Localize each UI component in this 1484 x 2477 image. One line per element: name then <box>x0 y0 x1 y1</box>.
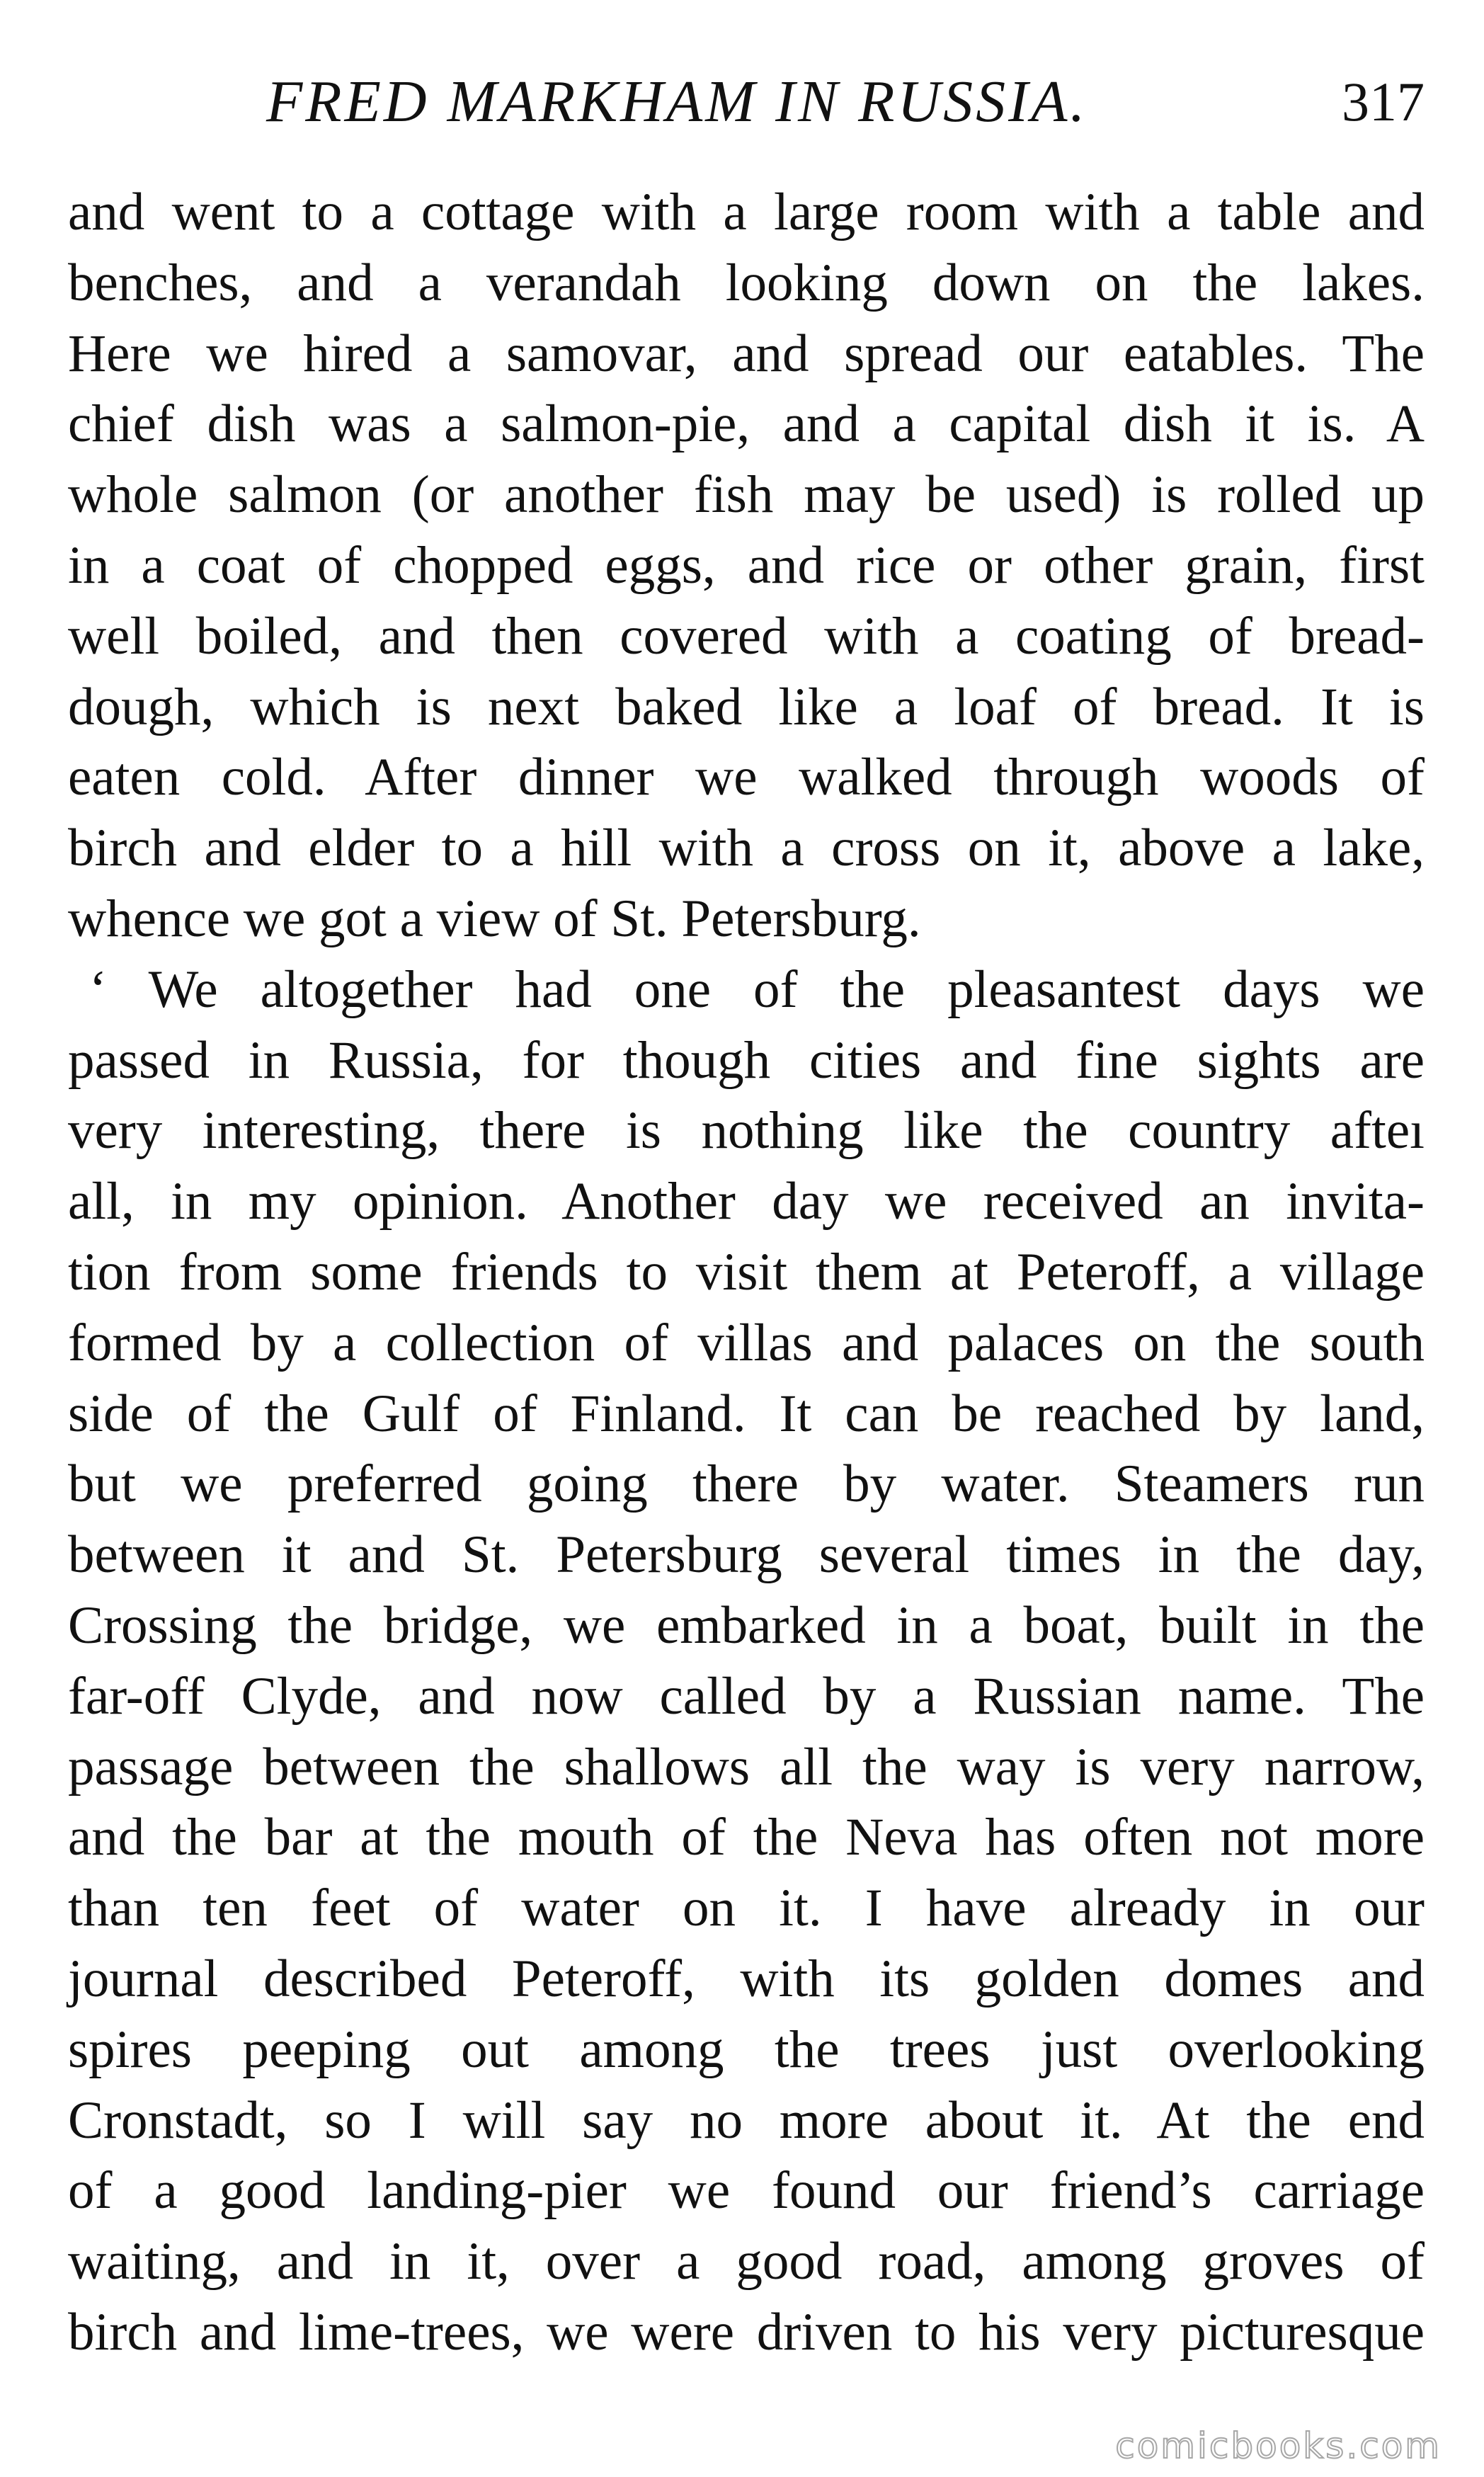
text-line: and went to a cottage with a large room with a table and <box>68 183 1425 241</box>
text-line: all, in my opinion. Another day we received an invita- <box>68 1172 1425 1231</box>
running-header <box>68 62 1425 140</box>
text-line: Here we hired a samovar, and spread our eatables. The <box>68 324 1425 383</box>
text-line: of a good landing-pier we found our friend’s carriage <box>68 2161 1425 2221</box>
running-title: FRED MARKHAM IN RUSSIA. <box>266 69 1088 135</box>
text-line: benches, and a verandah looking down on the lakes. <box>68 253 1425 312</box>
page-number: 317 <box>1342 71 1425 132</box>
text-line: far-off Clyde, and now called by a Russian name. The <box>68 1666 1425 1726</box>
text-line: side of the Gulf of Finland. It can be reached by land, <box>68 1384 1425 1443</box>
text-line: in a coat of chopped eggs, and rice or other grain, first <box>68 535 1425 595</box>
text-line: whole salmon (or another fish may be used) is rolled up <box>68 465 1425 525</box>
body-text <box>68 177 1425 2368</box>
text-line: waiting, and in it, over a good road, among groves of <box>68 2232 1425 2291</box>
text-line: eaten cold. After dinner we walked through woods of <box>68 748 1425 807</box>
text-line: spires peeping out among the trees just overlooking <box>68 2020 1425 2079</box>
text-line: birch and lime-trees, we were driven to his very picturesque <box>68 2302 1425 2362</box>
paragraph-start-line: ‘ We altogether had one of the pleasantest days we <box>89 960 1425 1019</box>
text-line: passage between the shallows all the way is very narrow, <box>68 1737 1425 1796</box>
watermark: comicbooks.com <box>1115 2425 1442 2466</box>
text-line: Crossing the bridge, we embarked in a boat, built in the <box>68 1595 1425 1655</box>
text-line: between it and St. Petersburg several times in the day, <box>68 1525 1425 1585</box>
text-line: well boiled, and then covered with a coating of bread- <box>68 606 1425 666</box>
text-line: very interesting, there is nothing like the country afteı <box>68 1101 1425 1161</box>
text-line: journal described Peteroff, with its golden domes and <box>68 1949 1425 2008</box>
text-line: tion from some friends to visit them at Peteroff, a village <box>68 1242 1425 1302</box>
text-line: formed by a collection of villas and palaces on the south <box>68 1313 1425 1372</box>
text-line: but we preferred going there by water. Steamers run <box>68 1454 1425 1514</box>
text-line: birch and elder to a hill with a cross on it, above a lake, <box>68 819 1425 878</box>
text-line: dough, which is next baked like a loaf of bread. It is <box>68 677 1425 736</box>
text-line: whence we got a view of St. Petersburg. <box>68 889 921 948</box>
text-line: and the bar at the mouth of the Neva has often not more <box>68 1808 1425 1867</box>
text-line: passed in Russia, for though cities and fine sights are <box>68 1030 1425 1090</box>
text-line: Cronstadt, so I will say no more about it. At the end <box>68 2090 1425 2150</box>
text-line: chief dish was a salmon-pie, and a capital dish it is. A <box>68 394 1425 454</box>
text-line: than ten feet of water on it. I have already in our <box>68 1879 1425 1938</box>
